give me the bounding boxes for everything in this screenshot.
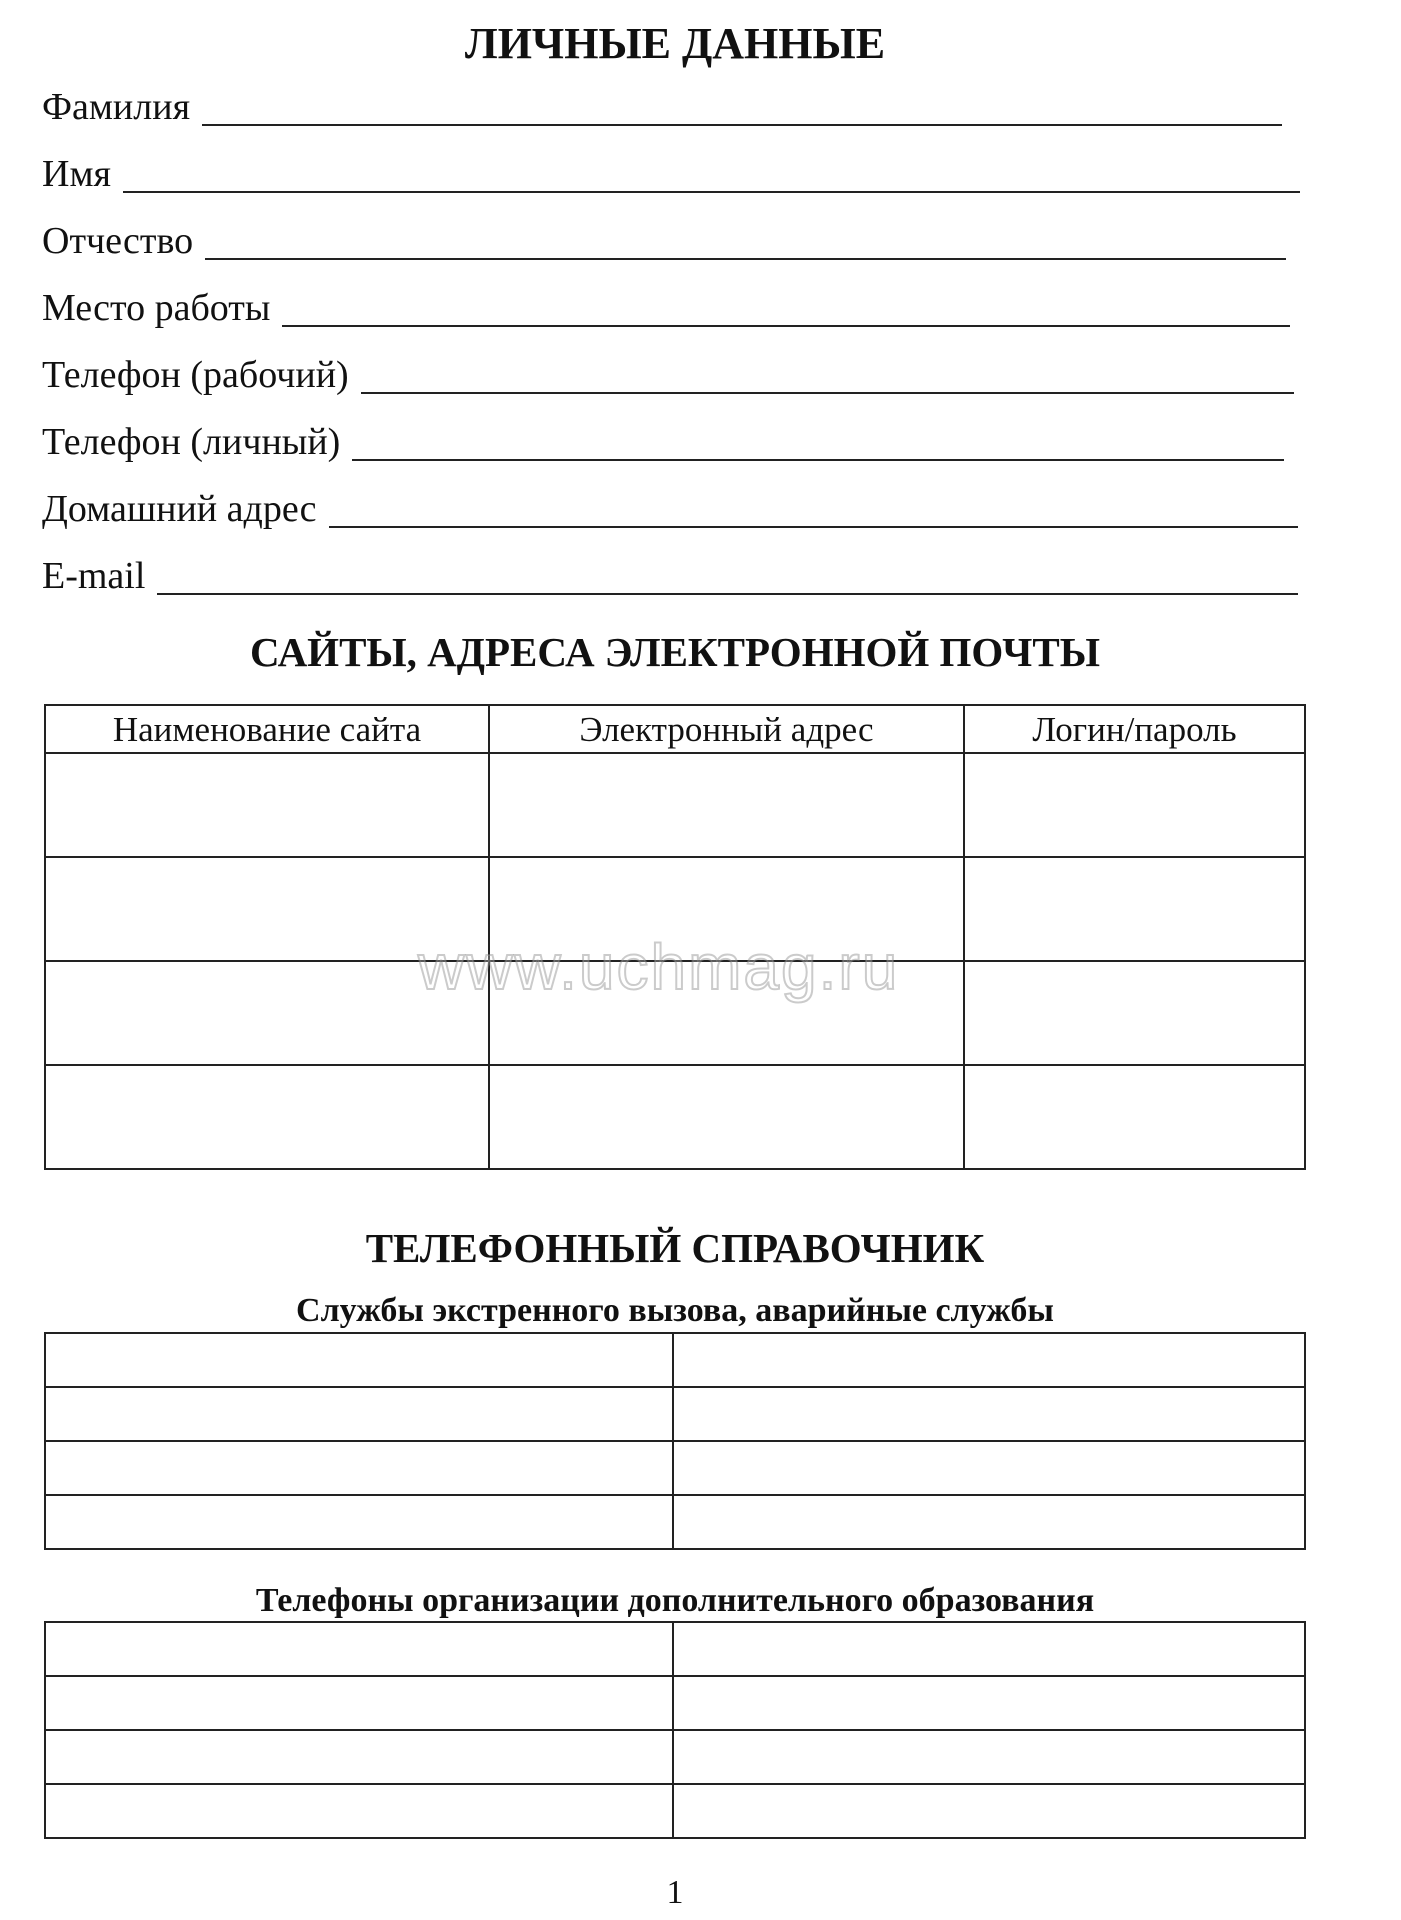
table-cell[interactable] — [489, 1065, 964, 1169]
table-row — [45, 1441, 1305, 1495]
table-cell[interactable] — [673, 1676, 1305, 1730]
column-header-site-name: Наименование сайта — [45, 705, 489, 753]
field-label: Телефон (личный) — [42, 421, 341, 463]
field-label: Место работы — [42, 287, 271, 329]
field-label: Имя — [42, 153, 111, 195]
blank-line[interactable] — [329, 525, 1299, 528]
field-label: Отчество — [42, 220, 194, 262]
table-cell[interactable] — [673, 1730, 1305, 1784]
blank-line[interactable] — [123, 190, 1300, 193]
table-cell[interactable] — [673, 1441, 1305, 1495]
table-cell[interactable] — [45, 1622, 673, 1676]
table-cell[interactable] — [673, 1387, 1305, 1441]
table-cell[interactable] — [45, 1387, 673, 1441]
blank-line[interactable] — [202, 123, 1282, 126]
table-cell[interactable] — [673, 1333, 1305, 1387]
table-row — [45, 1387, 1305, 1441]
blank-line[interactable] — [157, 592, 1298, 595]
field-label: Фамилия — [42, 86, 191, 128]
column-header-email: Электронный адрес — [489, 705, 964, 753]
table-row — [45, 1676, 1305, 1730]
blank-line[interactable] — [361, 391, 1294, 394]
blank-line[interactable] — [205, 257, 1286, 260]
table-header-row — [45, 705, 1305, 753]
phonebook-title: ТЕЛЕФОННЫЙ СПРАВОЧНИК — [365, 1225, 985, 1271]
table-row — [45, 1495, 1305, 1549]
field-workplace — [42, 279, 1290, 333]
field-surname — [42, 78, 1282, 132]
watermark: www.uchmag.ru — [418, 931, 900, 1003]
table-cell[interactable] — [964, 1065, 1305, 1169]
table-cell[interactable] — [45, 1676, 673, 1730]
table-row — [45, 1730, 1305, 1784]
table-cell[interactable] — [45, 1784, 673, 1838]
table-cell[interactable] — [45, 1730, 673, 1784]
field-label: Телефон (рабочий) — [42, 354, 349, 396]
field-patronymic — [42, 212, 1286, 266]
emergency-phones-table — [44, 1332, 1306, 1550]
field-label: E-mail — [42, 555, 146, 597]
table-row — [45, 1784, 1305, 1838]
blank-line[interactable] — [282, 324, 1290, 327]
field-first-name — [42, 145, 1300, 199]
table-cell[interactable] — [964, 961, 1305, 1065]
sites-section-title: САЙТЫ, АДРЕСА ЭЛЕКТРОННОЙ ПОЧТЫ — [250, 629, 1100, 675]
blank-line[interactable] — [352, 458, 1284, 461]
table-cell[interactable] — [45, 1065, 489, 1169]
page-number: 1 — [666, 1874, 684, 1911]
education-phones-table — [44, 1621, 1306, 1839]
table-cell[interactable] — [45, 1441, 673, 1495]
table-row — [45, 753, 1305, 857]
education-phones-subtitle: Телефоны организации дополнительного образования — [255, 1582, 1095, 1619]
table-cell[interactable] — [45, 1495, 673, 1549]
personal-data-title: ЛИЧНЫЕ ДАННЫЕ — [464, 19, 886, 68]
field-label: Домашний адрес — [42, 488, 317, 530]
table-row — [45, 1065, 1305, 1169]
table-cell[interactable] — [489, 753, 964, 857]
table-cell[interactable] — [964, 753, 1305, 857]
field-personal-phone — [42, 413, 1284, 467]
table-cell[interactable] — [673, 1495, 1305, 1549]
table-cell[interactable] — [45, 753, 489, 857]
table-cell[interactable] — [964, 857, 1305, 961]
table-cell[interactable] — [673, 1784, 1305, 1838]
table-cell[interactable] — [673, 1622, 1305, 1676]
emergency-services-subtitle: Службы экстренного вызова, аварийные службы — [296, 1292, 1054, 1329]
field-work-phone — [42, 346, 1294, 400]
field-home-address — [42, 480, 1298, 534]
column-header-login: Логин/пароль — [964, 705, 1305, 753]
table-row — [45, 1333, 1305, 1387]
field-email — [42, 547, 1298, 601]
table-cell[interactable] — [45, 1333, 673, 1387]
table-row — [45, 1622, 1305, 1676]
